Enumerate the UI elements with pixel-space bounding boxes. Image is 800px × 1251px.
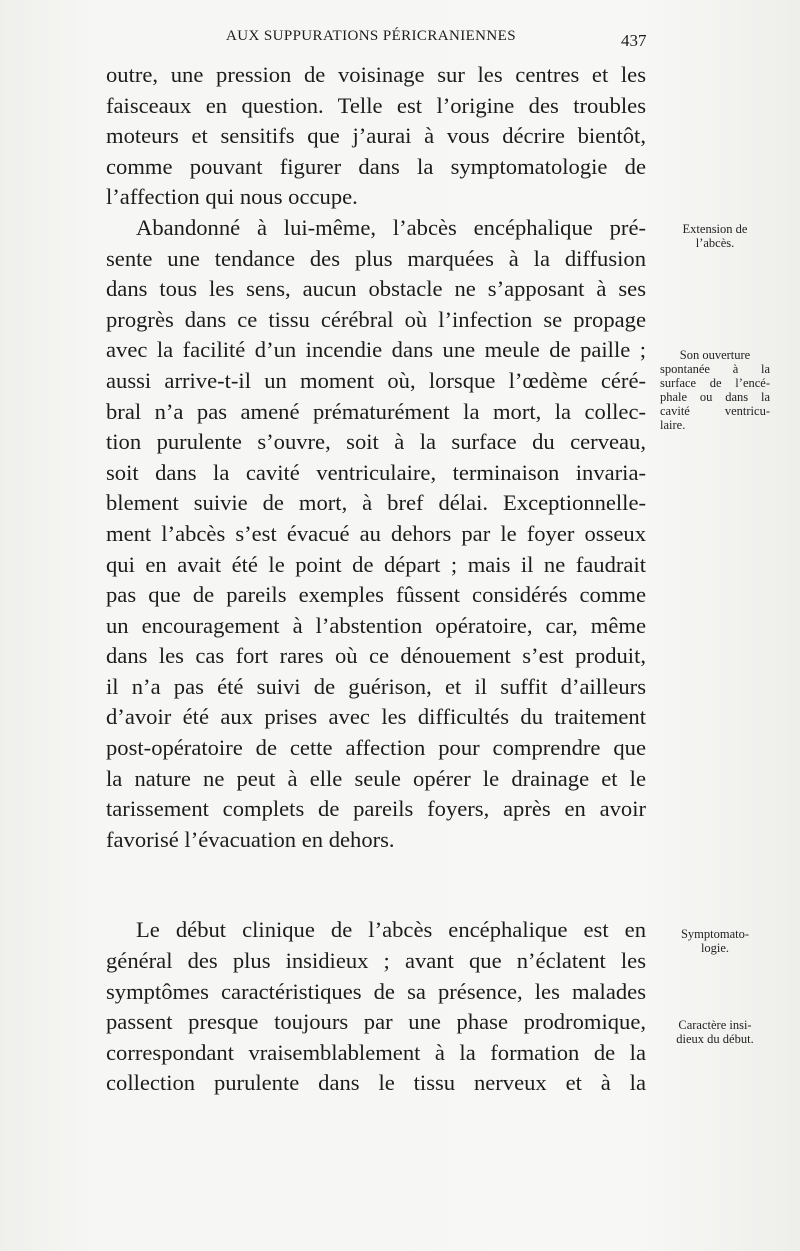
text-line: soit dans la cavité ventriculaire, terminaison invaria-: [106, 459, 646, 485]
text-line: sente une tendance des plus marquées à la diffusion: [106, 245, 646, 271]
text-line: qui en avait été le point de départ ; mais il ne faudrait: [106, 551, 646, 577]
text-line: ment l’abcès s’est évacué au dehors par le foyer osseux: [106, 520, 646, 546]
margin-note-extension: [660, 222, 770, 250]
text-line: post-opératoire de cette affection pour comprendre que: [106, 735, 646, 761]
text-line: tarissement complets de pareils foyers, après en avoir: [106, 796, 646, 822]
text-line: avec la facilité d’un incendie dans une meule de paille ;: [106, 337, 646, 363]
text-line: Le début clinique de l’abcès encéphalique est en: [136, 917, 646, 943]
text-line: dans tous les sens, aucun obstacle ne s’apposant à ses: [106, 276, 646, 302]
text-line: progrès dans ce tissu cérébral où l’infection se propage: [106, 306, 646, 332]
text-line: favorisé l’évacuation en dehors.: [106, 826, 395, 852]
margin-note-line: cavité ventricu-: [660, 404, 770, 418]
text-line: outre, une pression de voisinage sur les centres et les: [106, 62, 646, 87]
text-line: pas que de pareils exemples fûssent considérés comme: [106, 582, 646, 608]
text-line: un encouragement à l’abstention opératoire, car, même: [106, 612, 646, 638]
text-line: blement suivie de mort, à bref délai. Exceptionnelle-: [106, 490, 646, 516]
margin-note-line: laire.: [660, 418, 686, 432]
margin-note-ouverture: [660, 348, 770, 432]
text-line: collection purulente dans le tissu nerveux et à la: [106, 1070, 646, 1096]
running-head: AUX SUPPURATIONS PÉRICRANIENNES: [226, 28, 516, 44]
text-line: aussi arrive-t-il un moment où, lorsque l’œdème céré-: [106, 367, 646, 393]
text-line: général des plus insidieux ; avant que n’éclatent les: [106, 948, 646, 974]
section-gap: [106, 855, 646, 915]
margin-note-line: Symptomato-: [680, 927, 750, 941]
text-line: tion purulente s’ouvre, soit à la surface du cerveau,: [106, 429, 646, 455]
paragraph-3: [106, 915, 646, 1099]
margin-note-line: logie.: [700, 941, 730, 955]
text-line: d’avoir été aux prises avec les difficultés du traitement: [106, 704, 646, 730]
margin-note-line: phale ou dans la: [660, 390, 770, 404]
text-line: il n’a pas été suivi de guérison, et il suffit d’ailleurs: [106, 673, 646, 699]
page-number: 437: [621, 31, 647, 50]
margin-note-line: Son ouverture: [679, 348, 751, 362]
margin-note-line: l’abcès.: [695, 236, 735, 250]
text-line: symptômes caractéristiques de sa présence, les malades: [106, 978, 646, 1004]
text-line: dans les cas fort rares où ce dénouement s’est produit,: [106, 643, 646, 669]
margin-note-line: Extension de: [682, 222, 748, 236]
margin-note-line: Caractère insi-: [678, 1018, 752, 1032]
margin-note-line: spontanée à la: [660, 362, 770, 376]
text-line: comme pouvant figurer dans la symptomatologie de: [106, 153, 646, 179]
paragraph-2: [106, 213, 646, 855]
text-line: passent presque toujours par une phase prodromique,: [106, 1009, 646, 1035]
text-line: l’affection qui nous occupe.: [106, 184, 358, 210]
margin-note-debut: [660, 1018, 770, 1046]
text-line: la nature ne peut à elle seule opérer le drainage et le: [106, 765, 646, 791]
margin-note-line: surface de l’encé-: [660, 376, 770, 390]
margin-note-symptomatologie: [660, 927, 770, 955]
text-line: moteurs et sensitifs que j’aurai à vous décrire bientôt,: [106, 123, 646, 149]
text-line: correspondant vraisemblablement à la formation de la: [106, 1039, 646, 1065]
body-text: [106, 60, 646, 1099]
paragraph-1: [106, 60, 646, 213]
margin-note-line: dieux du début.: [676, 1032, 754, 1046]
text-line: bral n’a pas amené prématurément la mort, la collec-: [106, 398, 646, 424]
text-line: Abandonné à lui-même, l’abcès encéphalique pré-: [136, 214, 646, 240]
text-line: faisceaux en question. Telle est l’origine des troubles: [106, 92, 646, 118]
